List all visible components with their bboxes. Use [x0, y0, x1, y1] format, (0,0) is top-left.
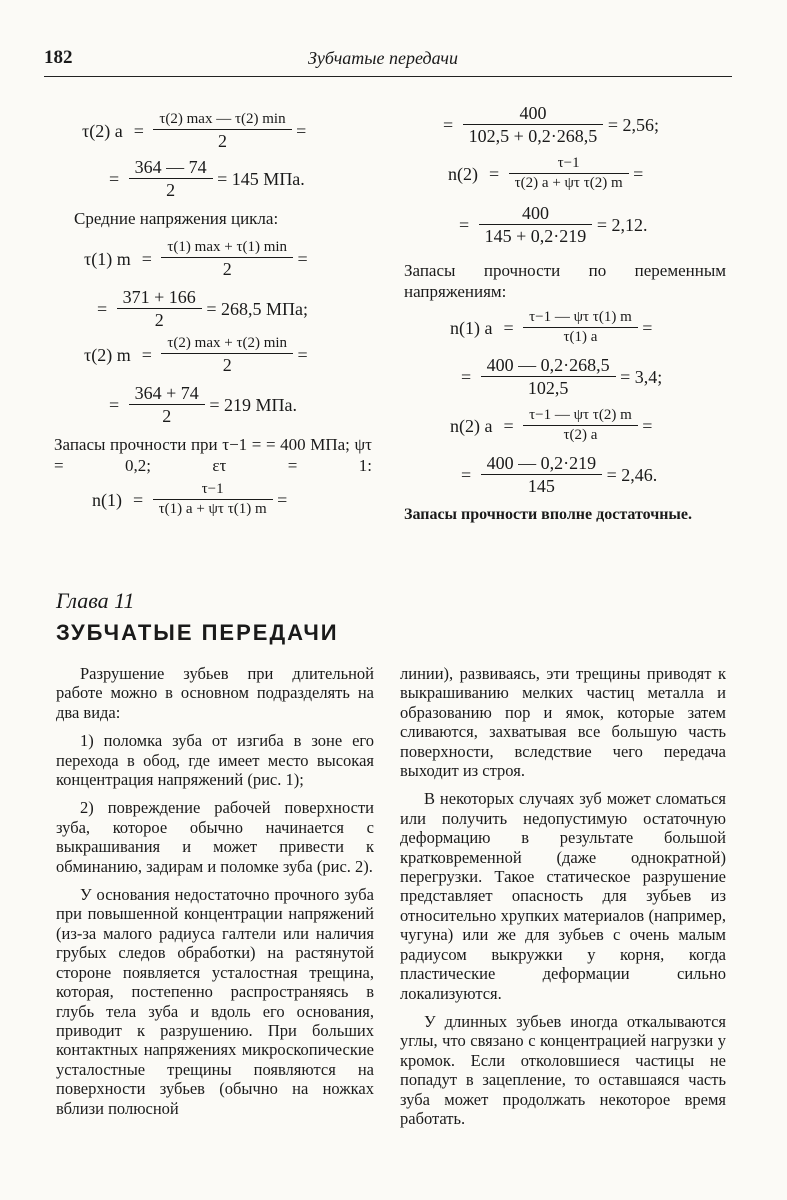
conclusion: Запасы прочности вполне достаточные. — [404, 506, 693, 523]
fraction-denominator: 2 — [222, 355, 232, 375]
equation-n2a: n(2) a = $\frac{\text{τ−1 — ψτ τ(2) m}}{\tau(2) a}$ = — [450, 407, 653, 443]
paragraph: Разрушение зубьев при длительной работе можно в основном подразделять на два вида: — [56, 664, 374, 722]
equation-rhs: = 2,56; — [607, 114, 659, 135]
fraction-numerator: τ(2) max + τ(2) min — [161, 336, 293, 354]
fraction — [463, 104, 604, 145]
fraction-numerator: τ−1 — ψτ τ(1) m — [523, 310, 638, 328]
equation-tau2m-result: = $\frac{364 + 74}{2}$ = 219 МПа. — [109, 383, 297, 426]
fraction-numerator: 400 — [479, 204, 593, 225]
equation-n2a-result: = $\frac{400 — 0,2\cdot 219}{145}$ = 2,46. — [461, 453, 658, 496]
equation-rhs: = — [642, 415, 653, 436]
equation-lhs: n(2) — [448, 163, 478, 184]
fraction-denominator: 2 — [222, 259, 232, 279]
fraction-numerator: τ−1 — ψτ τ(2) m — [523, 408, 638, 426]
fraction — [509, 156, 629, 191]
variable-stress-label: Запасы прочности по переменным напряжениям: — [404, 261, 726, 301]
fraction-numerator: 364 — 74 — [129, 158, 213, 179]
equation-lhs: n(1) — [92, 489, 122, 510]
equation-rhs: = 2,46. — [606, 464, 658, 485]
paragraph: 1) поломка зуба от изгиба в зоне его перехода в обод, где имеет место высокая концентрация напряжений (рис. 1); — [56, 731, 374, 790]
fraction — [479, 204, 593, 245]
equation-n1-result: = $\frac{400}{102,5 + 0,2\cdot 268,5}$ = 2,56; — [443, 103, 659, 146]
fraction-denominator: 145 — [527, 476, 555, 496]
page-number: 182 — [44, 47, 73, 68]
running-title: Зубчатые передачи — [308, 48, 458, 68]
equation-rhs: = — [297, 345, 308, 365]
paragraph: У длинных зубьев иногда откалываются углы, что связано с концентрацией нагрузки у кромок. Если отколовшиеся частицы не попадут в зацепление, то оставшаяся часть зуба может продолжать некоторое время работать. — [400, 1011, 726, 1128]
equation-n1a-result: = $\frac{400 — 0,2\cdot 268,5}{102,5}$ = 3,4; — [461, 355, 663, 398]
fraction-denominator: τ(2) a — [563, 427, 598, 443]
fraction-numerator: 400 — 0,2·268,5 — [481, 356, 616, 377]
equation-n1a: n(1) a = $\frac{\text{τ−1 — ψτ τ(1) m}}{\tau(1) a}$ = — [450, 309, 653, 345]
fraction — [153, 482, 273, 517]
fraction — [129, 384, 205, 425]
header-rule — [44, 76, 732, 77]
fraction-numerator: 400 — 0,2·219 — [481, 454, 603, 475]
fraction — [153, 112, 291, 150]
equation-rhs: = — [297, 249, 308, 269]
fraction-numerator: 400 — [463, 104, 604, 125]
equation-rhs: = — [296, 121, 307, 141]
fraction-numerator: τ(1) max + τ(1) min — [161, 240, 293, 258]
right-text-column — [400, 664, 726, 1137]
equation-tau2m: τ(2) m = $\frac{\tau(2) \max + \tau(2) \min}{2}$ = — [84, 335, 308, 375]
fraction-denominator: τ(1) a + ψτ τ(1) m — [158, 501, 267, 517]
equation-rhs: = 2,12. — [596, 214, 648, 235]
equation-lhs: τ(1) m — [84, 249, 131, 269]
equation-rhs: = 145 МПа. — [217, 168, 305, 189]
fraction-denominator: τ(1) a — [563, 329, 598, 345]
fraction — [523, 310, 638, 345]
fraction-numerator: 364 + 74 — [129, 384, 205, 405]
chapter-title: ЗУБЧАТЫЕ ПЕРЕДАЧИ — [56, 620, 339, 645]
mean-stress-label: Средние напряжения цикла: — [74, 209, 279, 228]
fraction-denominator: 2 — [217, 131, 227, 151]
equation-rhs: = — [642, 317, 653, 338]
equation-tau1m-result: = $\frac{371 + 166}{2}$ = 268,5 МПа; — [97, 287, 308, 330]
paragraph: 2) повреждение рабочей поверхности зуба, которое обычно начинается с выкрашивания и может привести к обминанию, задирам и поломке зуба (рис. 2). — [56, 798, 374, 876]
fraction — [129, 158, 213, 199]
safety-conditions: Запасы прочности при τ−1 = = 400 МПа; ψτ = 0,2; ετ = 1: — [54, 435, 372, 475]
equation-lhs: τ(2) m — [84, 345, 131, 365]
equation-n2-result: = $\frac{400}{145 + 0,2\cdot 219}$ = 2,12. — [459, 203, 648, 246]
equation-rhs: = 3,4; — [620, 366, 663, 387]
equation-rhs: = — [633, 163, 644, 184]
fraction-numerator: τ−1 — [509, 156, 629, 174]
equation-rhs: = 268,5 МПа; — [206, 298, 308, 319]
fraction-numerator: 371 + 166 — [117, 288, 202, 309]
left-text-column — [56, 664, 374, 1127]
paragraph: У основания недостаточно прочного зуба при повышенной концентрации напряжений (из-за малого радиуса галтели или наличия грубых следов обработки) на растянутой стороне появляется усталостная трещина, которая, постепенно распространяясь в глубь тела зуба и вдоль его основания, приводит к разрушению. При больших контактных напряжениях микроскопические усталостные трещины появляются на поверхности зубьев (обычно на ножках вблизи полюсной — [56, 885, 374, 1118]
fraction-numerator: τ−1 — [153, 482, 273, 500]
chapter-label: Глава 11 — [56, 588, 135, 613]
equation-rhs: = — [277, 489, 288, 510]
fraction-denominator: 2 — [162, 406, 172, 426]
equation-lhs: n(2) a — [450, 415, 493, 436]
fraction — [523, 408, 638, 443]
fraction — [161, 336, 293, 374]
equation-tau2a-result: = $\frac{364 — 74}{2}$ = 145 МПа. — [109, 157, 305, 200]
fraction — [481, 356, 616, 397]
fraction-denominator: 2 — [154, 310, 164, 330]
fraction-denominator: 102,5 — [527, 378, 569, 398]
fraction — [161, 240, 293, 278]
fraction — [481, 454, 603, 495]
equation-rhs: = 219 МПа. — [209, 394, 297, 415]
fraction-denominator: τ(2) a + ψτ τ(2) m — [514, 175, 623, 191]
equation-n1: n(1) = $\frac{\tau-1}{\text{τ(1) a + ψτ τ(1) m}}$ = — [92, 481, 288, 517]
paragraph: В некоторых случаях зуб может сломаться или получить недопустимую остаточную деформацию в результате большой кратковременной (даже однократной) перегрузки. Такое статическое разрушение представляет опасность для зубьев из относительно хрупких материалов (например, чугуна) или же для зубьев с очень малым радиусом выкружки у корня, когда пластические деформации сильно локализуются. — [400, 789, 726, 1003]
equation-lhs: n(1) a — [450, 317, 493, 338]
equation-tau2a: τ(2) a = $\frac{\tau(2) \max — \tau(2) \min}{2}$ = — [82, 111, 307, 151]
equation-tau1m: τ(1) m = $\frac{\tau(1) \max + \tau(1) \min}{2}$ = — [84, 239, 308, 279]
fraction — [117, 288, 202, 329]
fraction-denominator: 102,5 + 0,2·268,5 — [468, 126, 598, 146]
fraction-denominator: 2 — [166, 180, 176, 200]
equation-n2: n(2) = $\frac{\tau-1}{\text{τ(2) a + ψτ τ(2) m}}$ = — [448, 155, 644, 191]
equation-lhs: τ(2) a — [82, 121, 123, 141]
fraction-denominator: 145 + 0,2·219 — [484, 226, 587, 246]
paragraph: линии), развиваясь, эти трещины приводят к выкрашиванию мелких частиц металла и образованию пор и ямок, которые затем сливаются, захватывая все большую часть поверхности, вследствие чего передача выходит из строя. — [400, 664, 726, 781]
fraction-numerator: τ(2) max — τ(2) min — [153, 112, 291, 130]
